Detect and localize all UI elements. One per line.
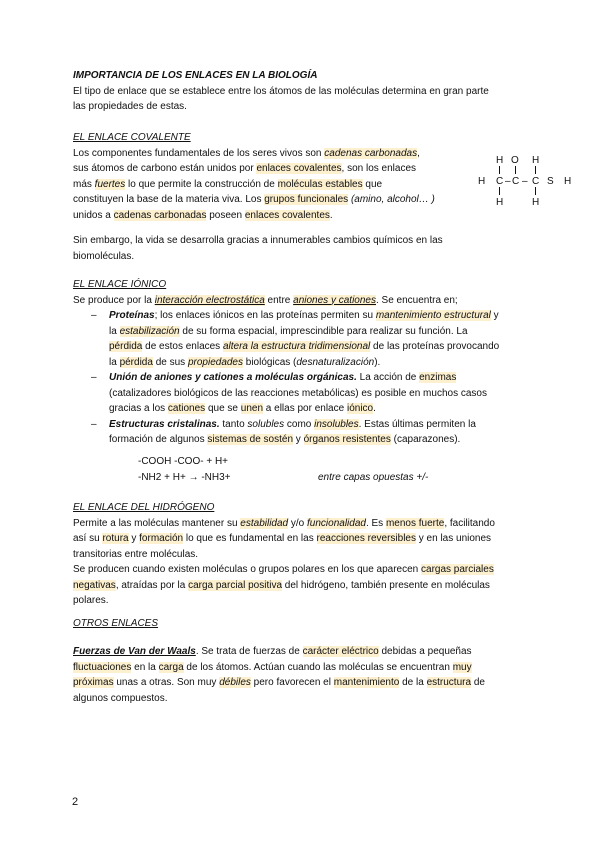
bond-line	[499, 187, 500, 195]
formula-note: entre capas opuestas +/-	[318, 471, 429, 483]
paragraph-line: más fuertes lo que permite la construcción de moléculas estables que	[73, 178, 383, 190]
paragraph-line: sus átomos de carbono están unidos por enlaces covalentes, son los enlaces	[73, 163, 417, 174]
bullet-estructuras: – Estructuras cristalinas. tanto solubles como insolubles. Estas últimas permiten la formación de algunos sistemas de sostén y órganos resistentes (caparazones).	[91, 418, 476, 445]
hydrogen-section: EL ENLACE DEL HIDRÓGENO Permite a las moléculas mantener su estabilidad y/o funcionalidad. Es menos fuerte, facilitando así su rotura y formación lo que es fundamental en las reacciones reversibles y en las uniones transitorias entre moléculas. Se producen cuando existen moléculas o grupos polares en los que aparecen cargas parciales negativas, atraídas por la carga parcial positiva del hidrógeno, también presente en moléculas polares.	[73, 500, 543, 609]
paragraph-line: unidos a cadenas carbonadas poseen enlaces covalentes.	[73, 209, 333, 221]
intro-line: las propiedades de estas.	[73, 101, 187, 112]
intro-block	[73, 68, 543, 115]
section-heading-ionico: EL ENLACE IÓNICO	[73, 279, 167, 290]
covalent-paragraph-2: Sin embargo, la vida se desarrolla gracias a innumerables cambios químicos en las biomoléculas.	[73, 235, 443, 262]
section-heading-otros: OTROS ENLACES	[73, 618, 159, 629]
paragraph-line: Se produce por la interacción electrostática entre aniones y cationes. Se encuentra en;	[73, 294, 458, 306]
bond-line	[515, 166, 516, 174]
van-der-waals-paragraph: Fuerzas de Van der Waals. Se trata de fuerzas de carácter eléctrico debidas a pequeñas fluctuaciones en la carga de los átomos. Actúan cuando las moléculas se encuentran muy próximas unas a otras. Son muy débiles pero favorecen el mantenimiento de la estructura de algunos compuestos.	[73, 646, 485, 704]
page-number: 2	[72, 796, 79, 808]
bond-line	[535, 166, 536, 174]
bond-line	[535, 187, 536, 195]
molecule-diagram: H O H H C – C – C S H H H	[478, 155, 572, 208]
ionic-section	[73, 277, 543, 448]
page-title: IMPORTANCIA DE LOS ENLACES EN LA BIOLOGÍA	[73, 70, 318, 81]
intro-line: El tipo de enlace que se establece entre los átomos de las moléculas determina en gran parte	[73, 85, 489, 97]
formula-block: -COOH -COO- + H+ -NH2 + H+ → -NH3+	[138, 456, 231, 483]
bond-line	[499, 166, 500, 174]
other-bonds-section	[73, 616, 543, 632]
paragraph-line: Los componentes fundamentales de los seres vivos son cadenas carbonadas,	[73, 147, 420, 159]
bullet-union-aniones: – Unión de aniones y cationes a moléculas orgánicas. La acción de enzimas (catalizadores biológicos de las reacciones metabólicas) es posible en muchos casos gracias a los cationes que se unen a ellas por enlace iónico.	[91, 372, 487, 414]
section-heading-hidrogeno: EL ENLACE DEL HIDRÓGENO	[73, 502, 215, 513]
paragraph-line: constituyen la base de la materia viva. Los grupos funcionales (amino, alcohol… )	[73, 194, 435, 205]
bullet-proteinas: – Proteínas; los enlaces iónicos en las proteínas permiten su mantenimiento estructural y la estabilización de su forma espacial, imprescindible para realizar su función. La pérdida de estos enlaces altera la estructura tridimensional de las proteínas provocando la pérdida de sus propiedades biológicas (desnaturalización).	[91, 310, 500, 368]
covalent-section	[73, 130, 473, 223]
section-heading-covalente: EL ENLACE COVALENTE	[73, 132, 191, 143]
